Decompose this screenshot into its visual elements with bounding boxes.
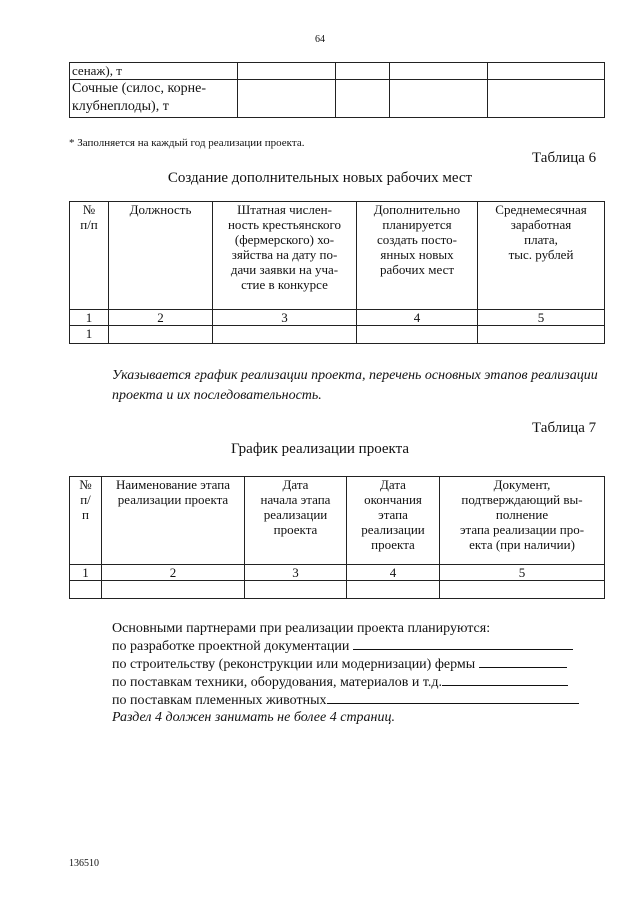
column-number: 4 xyxy=(347,565,440,581)
column-number: 2 xyxy=(102,565,245,581)
partner-line-label: по поставкам племенных животных xyxy=(112,693,327,708)
partner-line-label: по разработке проектной документации xyxy=(112,639,350,654)
partner-line xyxy=(112,637,612,655)
column-number: 1 xyxy=(70,310,109,326)
column-header: Дата окончания этапа реализации проекта xyxy=(347,477,440,565)
table-number-row xyxy=(70,310,605,326)
column-header: Документ, подтверждающий вы- полнение этапа реализации про- екта (при наличии) xyxy=(440,477,605,565)
partner-line xyxy=(112,691,612,709)
instruction-note: Указывается график реализации проекта, перечень основных этапов реализации проекта и их последовательность. xyxy=(112,368,598,403)
column-header: Штатная числен- ность крестьянского (фермерского) хо- зяйства на дату по- дачи заявки на уча- стие в конкурсе xyxy=(213,202,357,310)
column-number: 2 xyxy=(109,310,213,326)
column-number: 4 xyxy=(357,310,478,326)
table-cell: Сочные (силос, корне- клубнеплоды), т xyxy=(70,80,238,118)
column-number: 3 xyxy=(213,310,357,326)
table-row xyxy=(70,63,605,80)
partner-line xyxy=(112,655,612,673)
table-header-row xyxy=(70,477,605,565)
table-cell xyxy=(488,80,605,118)
table7 xyxy=(69,476,605,599)
table-cell xyxy=(478,326,605,344)
column-header: Должность xyxy=(109,202,213,310)
table-cell xyxy=(102,581,245,599)
document-code: 136510 xyxy=(69,858,99,869)
partners-section xyxy=(112,620,612,726)
partners-intro: Основными партнерами при реализации проекта планируются: xyxy=(112,621,491,636)
table6-title: Создание дополнительных новых рабочих мест xyxy=(167,170,473,186)
table-cell xyxy=(213,326,357,344)
table-cell xyxy=(238,63,336,80)
continuation-table xyxy=(69,62,605,118)
table-cell: 1 xyxy=(70,326,109,344)
table-cell xyxy=(109,326,213,344)
table-cell xyxy=(336,80,390,118)
partner-line-label: по строительству (реконструкции или модернизации) фермы xyxy=(112,657,476,672)
table-header-row xyxy=(70,202,605,310)
column-header: Наименование этапа реализации проекта xyxy=(102,477,245,565)
column-number: 5 xyxy=(478,310,605,326)
table-row xyxy=(70,326,605,344)
column-header: № п/ п xyxy=(70,477,102,565)
table-cell xyxy=(390,63,488,80)
table-cell xyxy=(357,326,478,344)
table-row xyxy=(70,581,605,599)
column-header: Дата начала этапа реализации проекта xyxy=(245,477,347,565)
table7-title: График реализации проекта xyxy=(230,441,410,457)
page-number: 64 xyxy=(315,34,325,45)
partner-line xyxy=(112,673,612,691)
table-cell xyxy=(336,63,390,80)
partner-line-label: по поставкам техники, оборудования, материалов и т.д. xyxy=(112,675,443,690)
table-cell xyxy=(347,581,440,599)
table-cell xyxy=(245,581,347,599)
table6-label: Таблица 6 xyxy=(532,150,597,166)
table-number-row xyxy=(70,565,605,581)
table-cell xyxy=(488,63,605,80)
table-cell xyxy=(390,80,488,118)
blank-line xyxy=(327,691,579,704)
table7-label: Таблица 7 xyxy=(532,420,597,436)
column-number: 3 xyxy=(245,565,347,581)
column-header: Дополнительно планируется создать посто- янных новых рабочих мест xyxy=(357,202,478,310)
column-number: 5 xyxy=(440,565,605,581)
table-cell xyxy=(440,581,605,599)
footnote: * Заполняется на каждый год реализации проекта. xyxy=(69,137,305,149)
blank-line xyxy=(442,673,568,686)
table-cell xyxy=(70,581,102,599)
blank-line xyxy=(353,637,573,650)
column-number: 1 xyxy=(70,565,102,581)
table-cell: сенаж), т xyxy=(70,63,238,80)
table-row xyxy=(70,80,605,118)
blank-line xyxy=(479,655,567,668)
column-header: Среднемесячная заработная плата, тыс. рублей xyxy=(478,202,605,310)
column-header: № п/п xyxy=(70,202,109,310)
table-cell xyxy=(238,80,336,118)
section-requirement: Раздел 4 должен занимать не более 4 страниц. xyxy=(112,710,395,725)
table6 xyxy=(69,201,605,344)
